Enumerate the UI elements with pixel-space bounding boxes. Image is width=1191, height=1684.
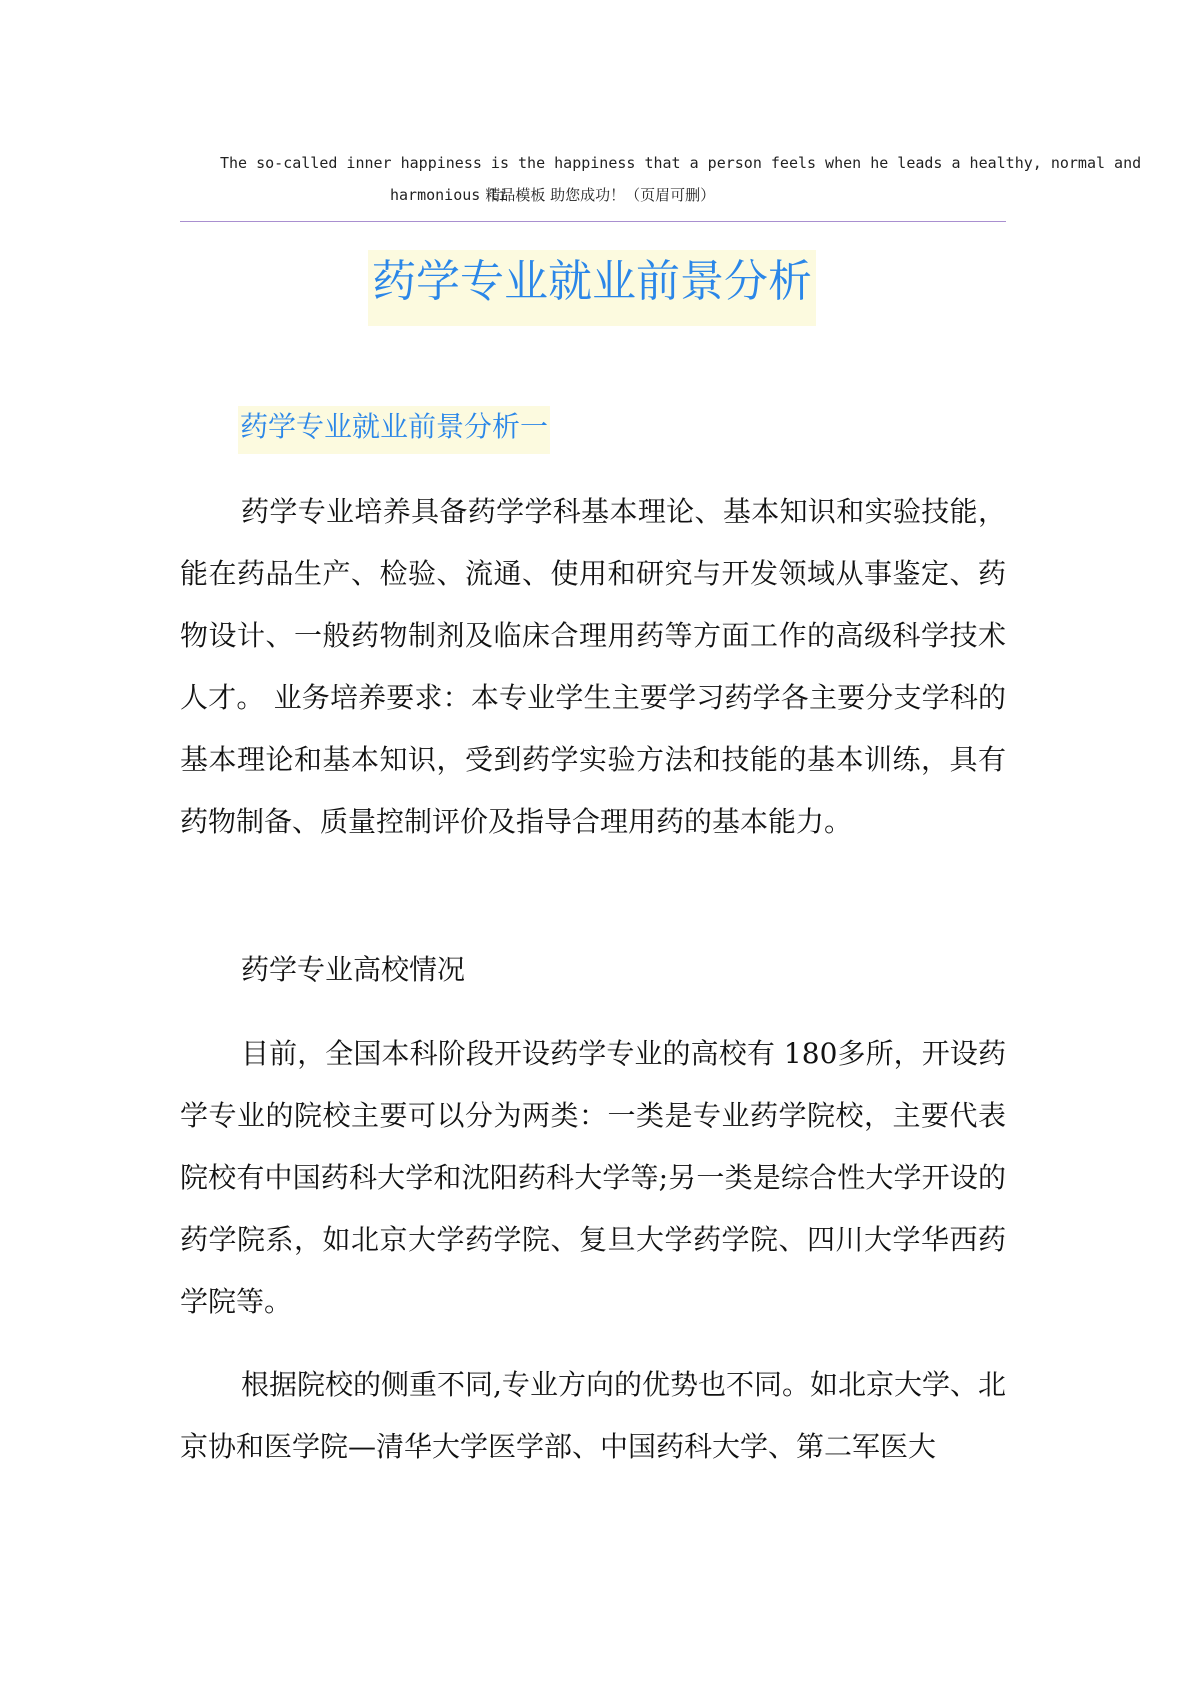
body-paragraph: 根据院校的侧重不同,专业方向的优势也不同。如北京大学、北京协和医学院—清华大学医学部、中国药科大学、第二军医大 (180, 1368, 1006, 1463)
header-text-line-2 (390, 184, 715, 206)
section-heading: 药学专业就业前景分析一 (238, 406, 550, 454)
document-title: 药学专业就业前景分析 (368, 250, 816, 326)
body-paragraph: 药学专业培养具备药学学科基本理论、基本知识和实验技能，能在药品生产、检验、流通、使用和研究与开发领域从事鉴定、药物设计、一般药物制剂及临床合理用药等方面工作的高级科学技术人才。 业务培养要求：本专业学生主要学习药学各主要分支学科的基本理论和基本知识，受到药学实验方法和技能的基本训练，具有药物制备、质量控制评价及指导合理用药的基本能力。 (180, 495, 1006, 838)
body-paragraph: 目前，全国本科阶段开设药学专业的高校有 180多所，开设药学专业的院校主要可以分为两类：一类是专业药学院校，主要代表院校有中国药科大学和沈阳药科大学等;另一类是综合性大学开设的药学院系，如北京大学药学院、复旦大学药学院、四川大学华西药学院等。 (180, 1037, 1006, 1318)
header-tagline: 精品模板 助您成功！（页眉可删） (485, 186, 716, 204)
header-divider (180, 221, 1006, 222)
header-text-line: The so-called inner happiness is the happiness that a person feels when he leads a healthy, normal and (220, 154, 1142, 172)
header-text-fragment: harmonious li (390, 186, 508, 204)
body-paragraph-subheading: 药学专业高校情况 (241, 953, 466, 986)
